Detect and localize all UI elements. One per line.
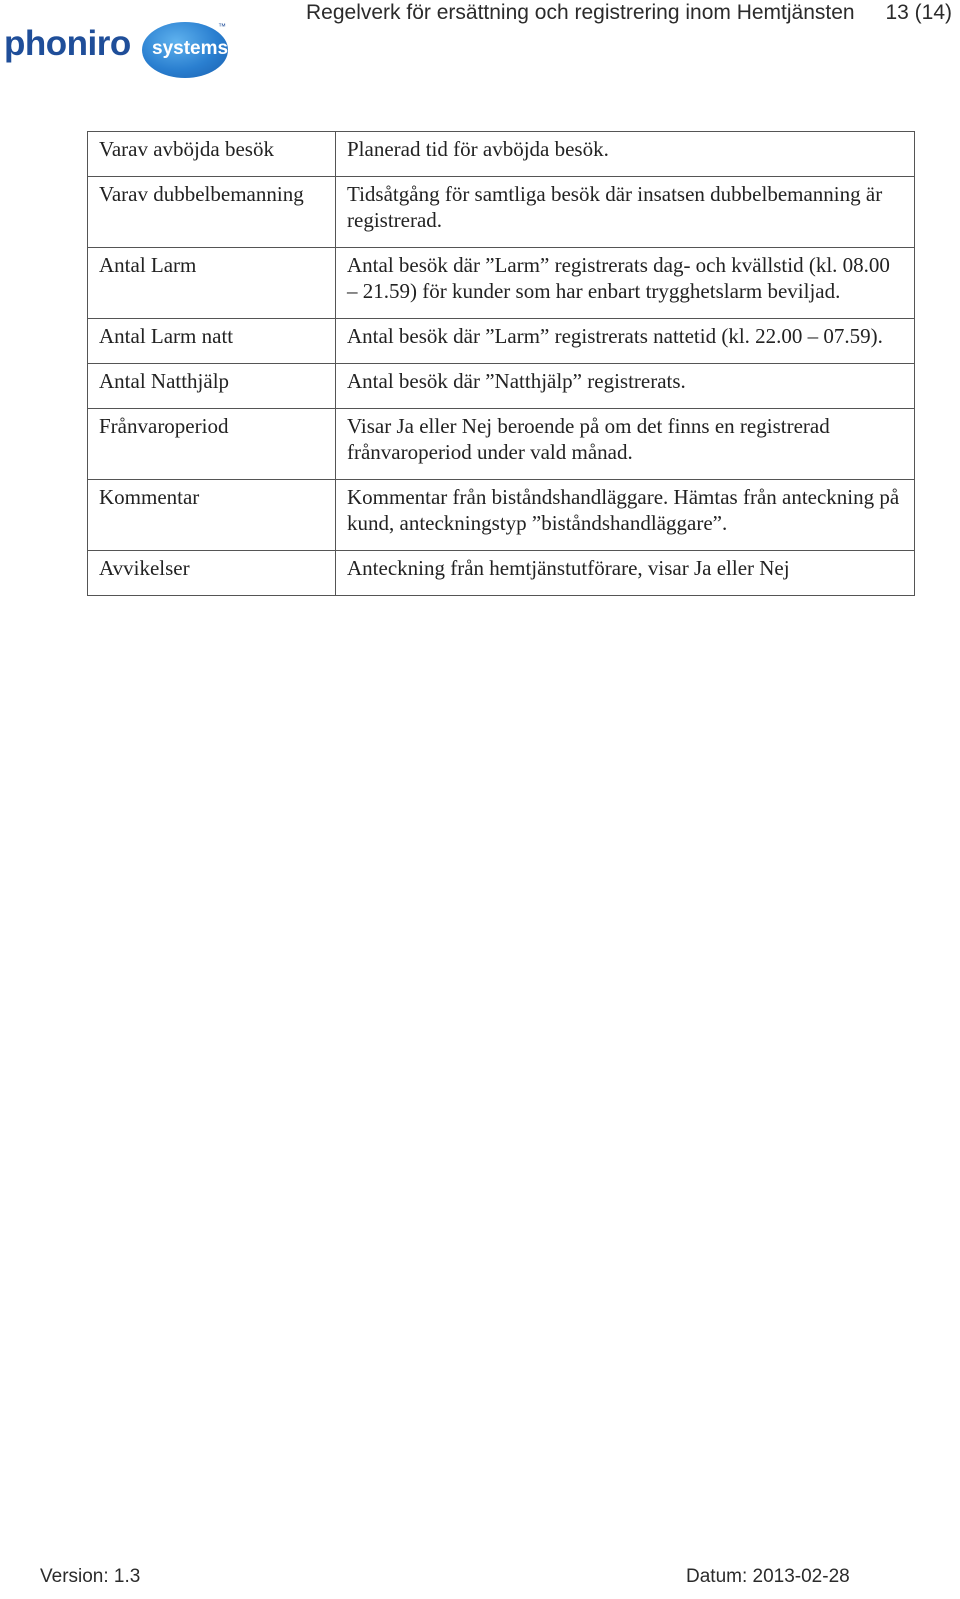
term-cell: Varav dubbelbemanning [88, 177, 336, 248]
footer-version: Version: 1.3 [40, 1566, 141, 1587]
logo-wordmark: phoniro [4, 24, 131, 63]
trademark-mark: ™ [218, 22, 226, 31]
description-cell: Tidsåtgång för samtliga besök där insatsen dubbelbemanning är registrerad. [336, 177, 915, 248]
description-cell: Antal besök där ”Larm” registrerats dag- och kvällstid (kl. 08.00 – 21.59) för kunder som har enbart trygghetslarm beviljad. [336, 248, 915, 319]
table-row [88, 551, 915, 596]
description-cell: Antal besök där ”Natthjälp” registrerats. [336, 364, 915, 409]
term-cell: Frånvaroperiod [88, 409, 336, 480]
table-row [88, 319, 915, 364]
definitions-table [87, 131, 915, 596]
page-number: 13 (14) [885, 1, 952, 24]
term-cell: Antal Larm [88, 248, 336, 319]
table-row [88, 480, 915, 551]
table-row [88, 248, 915, 319]
description-cell: Antal besök där ”Larm” registrerats nattetid (kl. 22.00 – 07.59). [336, 319, 915, 364]
description-cell: Planerad tid för avböjda besök. [336, 132, 915, 177]
table-row [88, 132, 915, 177]
table-row [88, 364, 915, 409]
term-cell: Avvikelser [88, 551, 336, 596]
footer-date: Datum: 2013-02-28 [686, 1566, 850, 1587]
table-row [88, 177, 915, 248]
description-cell: Kommentar från biståndshandläggare. Hämtas från anteckning på kund, anteckningstyp ”biståndshandläggare”. [336, 480, 915, 551]
logo-badge-text: systems [152, 38, 229, 59]
term-cell: Varav avböjda besök [88, 132, 336, 177]
document-title: Regelverk för ersättning och registrering inom Hemtjänsten [306, 1, 855, 24]
phoniro-logo [4, 18, 230, 82]
term-cell: Kommentar [88, 480, 336, 551]
term-cell: Antal Larm natt [88, 319, 336, 364]
description-cell: Visar Ja eller Nej beroende på om det finns en registrerad frånvaroperiod under vald månad. [336, 409, 915, 480]
logo-badge [142, 22, 228, 78]
description-cell: Anteckning från hemtjänstutförare, visar Ja eller Nej [336, 551, 915, 596]
table-row [88, 409, 915, 480]
term-cell: Antal Natthjälp [88, 364, 336, 409]
